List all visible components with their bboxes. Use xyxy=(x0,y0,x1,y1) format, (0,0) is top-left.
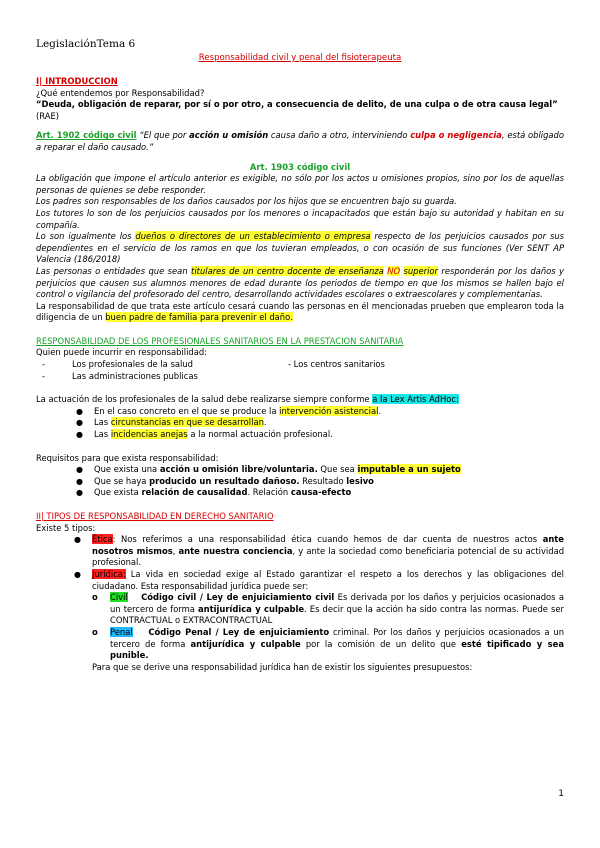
requisitos-heading: Requisitos para que exista responsabilidad: xyxy=(36,452,219,463)
art1903-p4 xyxy=(36,231,564,266)
juridica-tag: Jurídica: xyxy=(92,568,126,579)
art1903-p5 xyxy=(36,266,564,301)
art1902-text-3: causa daño a otro, interviniendo xyxy=(268,130,411,141)
penal-d: por la comisión de un delito que xyxy=(300,638,462,649)
document-body xyxy=(36,76,564,673)
definition-source: (RAE) xyxy=(36,110,60,121)
lex-artis-list xyxy=(36,406,564,441)
b1-c: . xyxy=(378,405,382,416)
tipos-heading: II| TIPOS DE RESPONSABILIDAD EN DERECHO SANITARIO xyxy=(36,511,274,521)
list-item xyxy=(36,359,564,371)
r3-a: Que exista xyxy=(94,487,142,498)
tipos-list xyxy=(36,534,564,592)
list-item xyxy=(36,371,564,383)
list-item xyxy=(36,464,564,476)
intro-definition xyxy=(36,99,564,122)
list-item xyxy=(36,569,564,592)
b3-c: a la normal actuación profesional. xyxy=(187,429,333,440)
list-item xyxy=(36,592,564,627)
definition-text: “Deuda, obligación de reparar, por sí o por otro, a consecuencia de delito, de una culpa o de otra causa legal” xyxy=(36,99,558,110)
etica-c: , xyxy=(172,545,179,556)
r2-a: Que se haya xyxy=(94,475,150,486)
p5-a: Las personas o entidades que sean xyxy=(36,265,192,276)
p4-a: Lo son igualmente los xyxy=(36,231,136,242)
penal-c: antijurídica y culpable xyxy=(190,638,301,649)
b1-a: En el caso concreto en el que se produce la xyxy=(94,405,280,416)
art1902-text-5: , está obligado a reparar el daño causado.” xyxy=(36,130,564,152)
r2-c: Resultado xyxy=(299,475,347,486)
tipos-intro: Existe 5 tipos: xyxy=(36,522,96,533)
r3-b: relación de causalidad xyxy=(141,487,248,498)
civil-tag: Civil xyxy=(110,592,128,603)
art1903-p3: Los tutores lo son de los perjuicios causados por los menores o incapacitados que están bajo su autoridad y habitan en su compañía. xyxy=(36,207,564,230)
art1903-p2: Los padres son responsables de los daños causados por los hijos que se encuentren bajo su guarda. xyxy=(36,196,457,207)
p4-c: respecto de los perjuicios causados por sus dependientes en el servicio de los ramos en que los tuvieran empleados, o con ocasión de sus funciones (Ver SENT AP Valencia (186/2018) xyxy=(36,231,564,265)
actuacion-a: La actuación de los profesionales de la salud debe realizarse siempre conforme xyxy=(36,394,373,405)
p5-highlight: titulares de un centro docente de enseñanza xyxy=(191,265,384,276)
art1902-paragraph xyxy=(36,130,564,153)
art1903-p1: La obligación que impone el artículo anterior es exigible, no sólo por los actos u omisiones propios, sino por los de aquellas personas de quienes se debe responder. xyxy=(36,173,564,195)
presupuestos-text: Para que se derive una responsabilidad jurídica han de existir los siguientes presupuestos: xyxy=(92,661,473,672)
r1-c: Que sea xyxy=(317,464,358,475)
r3-d: causa-efecto xyxy=(290,487,352,498)
list-item xyxy=(36,417,564,429)
etica-d: ante nuestra conciencia xyxy=(178,545,293,556)
p5-e: responderán por los daños y perjuicios que causen sus alumnos menores de edad durante los periodos de tiempo en que los mismos se hallen bajo el control o vigilancia del profesorado del centro, desarrollando actividades escolares o extraescolares y complementarias. xyxy=(36,265,564,300)
document-title: Responsabilidad civil y penal del fisioterapeuta xyxy=(198,53,402,63)
etica-e: , y ante la sociedad como beneficiaria potencial de su actividad profesional. xyxy=(92,545,565,568)
r1-highlight: imputable a un sujeto xyxy=(357,464,461,475)
intro-question: ¿Qué entendemos por Responsabilidad? xyxy=(36,87,205,98)
who-list xyxy=(36,359,564,382)
list-item xyxy=(36,406,564,418)
p6-a: La responsabilidad de que trata este artículo cesará cuando las personas en él mencionadas prueben que emplearon toda la diligencia de un xyxy=(36,300,564,323)
civil-a: Código civil / Ley de enjuiciamiento civil xyxy=(141,592,335,603)
list-item xyxy=(36,627,564,662)
art1902-label: Art. 1902 código civil xyxy=(36,130,137,141)
juridica-text: La vida en sociedad exige al Estado garantizar el respeto a los derechos y las obligaciones del ciudadano. Esta responsabilidad jurídica puede ser: xyxy=(92,568,564,591)
document-header: LegislaciónTema 6 xyxy=(36,38,136,50)
etica-tag: Ética xyxy=(92,534,113,545)
penal-b: criminal. Por los daños y perjuicios ocasionados a un tercero de forma xyxy=(110,626,565,649)
r1-b: acción u omisión libre/voluntaria. xyxy=(159,464,318,475)
art1903-p6 xyxy=(36,301,564,324)
p5-no: NO xyxy=(387,265,401,276)
intro-heading: I| INTRODUCCION xyxy=(36,76,118,86)
penal-e: esté tipificado y sea punible. xyxy=(110,638,564,661)
p4-highlight: dueños o directores de un establecimiento o empresa xyxy=(135,231,371,242)
sanitarios-heading: RESPONSABILIDAD DE LOS PROFESIONALES SANITARIOS EN LA PRESTACION SANITARIA xyxy=(36,335,404,346)
p5-superior: superior xyxy=(403,265,438,276)
list-item xyxy=(36,429,564,441)
who-item-1: - Los profesionales de la salud xyxy=(72,359,193,370)
page-number: 1 xyxy=(558,789,564,799)
list-item xyxy=(36,487,564,499)
requisitos-list xyxy=(36,464,564,499)
b3-a: Las xyxy=(94,429,111,440)
b1-highlight: intervención asistencial xyxy=(279,405,379,416)
r1-a: Que exista una xyxy=(94,464,160,475)
r2-b: producido un resultado dañoso. xyxy=(149,475,300,486)
list-item xyxy=(36,534,564,569)
civil-b: Es derivada por los daños y perjuicios ocasionados a un tercero de forma xyxy=(110,592,564,614)
b2-a: Las xyxy=(94,417,111,428)
juridica-sublist xyxy=(36,592,564,662)
penal-a: Código Penal / Ley de enjuiciamiento xyxy=(148,626,330,637)
r3-c: . Relación xyxy=(247,487,291,498)
art1903-heading: Art. 1903 código civil xyxy=(249,161,351,172)
b2-highlight: circunstancias en que se desarrollan xyxy=(110,417,264,428)
art1902-text-1: “El que por xyxy=(136,130,190,141)
civil-d: . Es decir que la acción ha sido contra las normas. Puede ser CONTRACTUAL o EXTRACONTRACTUAL xyxy=(110,603,564,626)
penal-tag: Penal xyxy=(110,626,133,637)
etica-b: ante nosotros mismos xyxy=(92,534,564,556)
etica-a: : Nos referimos a una responsabilidad ética cuando hemos de dar cuenta de nuestros actos xyxy=(112,534,543,545)
art1902-text-4: culpa o negligencia xyxy=(410,130,502,141)
list-item xyxy=(36,476,564,488)
b2-c: . xyxy=(263,417,267,428)
p6-highlight: buen padre de familia para prevenir el daño. xyxy=(105,312,293,323)
r2-d: lesivo xyxy=(346,475,374,486)
lex-artis-highlight: a la Lex Artis AdHoc: xyxy=(372,394,459,405)
b3-highlight: incidencias anejas xyxy=(110,429,188,440)
art1902-text-2: acción u omisión xyxy=(189,130,269,141)
sanitarios-who: Quien puede incurrir en responsabilidad: xyxy=(36,347,207,358)
civil-c: antijurídica y culpable xyxy=(198,603,305,614)
who-item-1b: - Los centros sanitarios xyxy=(288,359,385,370)
actuacion-paragraph xyxy=(36,394,564,406)
who-item-2: Las administraciones publicas xyxy=(72,370,198,381)
